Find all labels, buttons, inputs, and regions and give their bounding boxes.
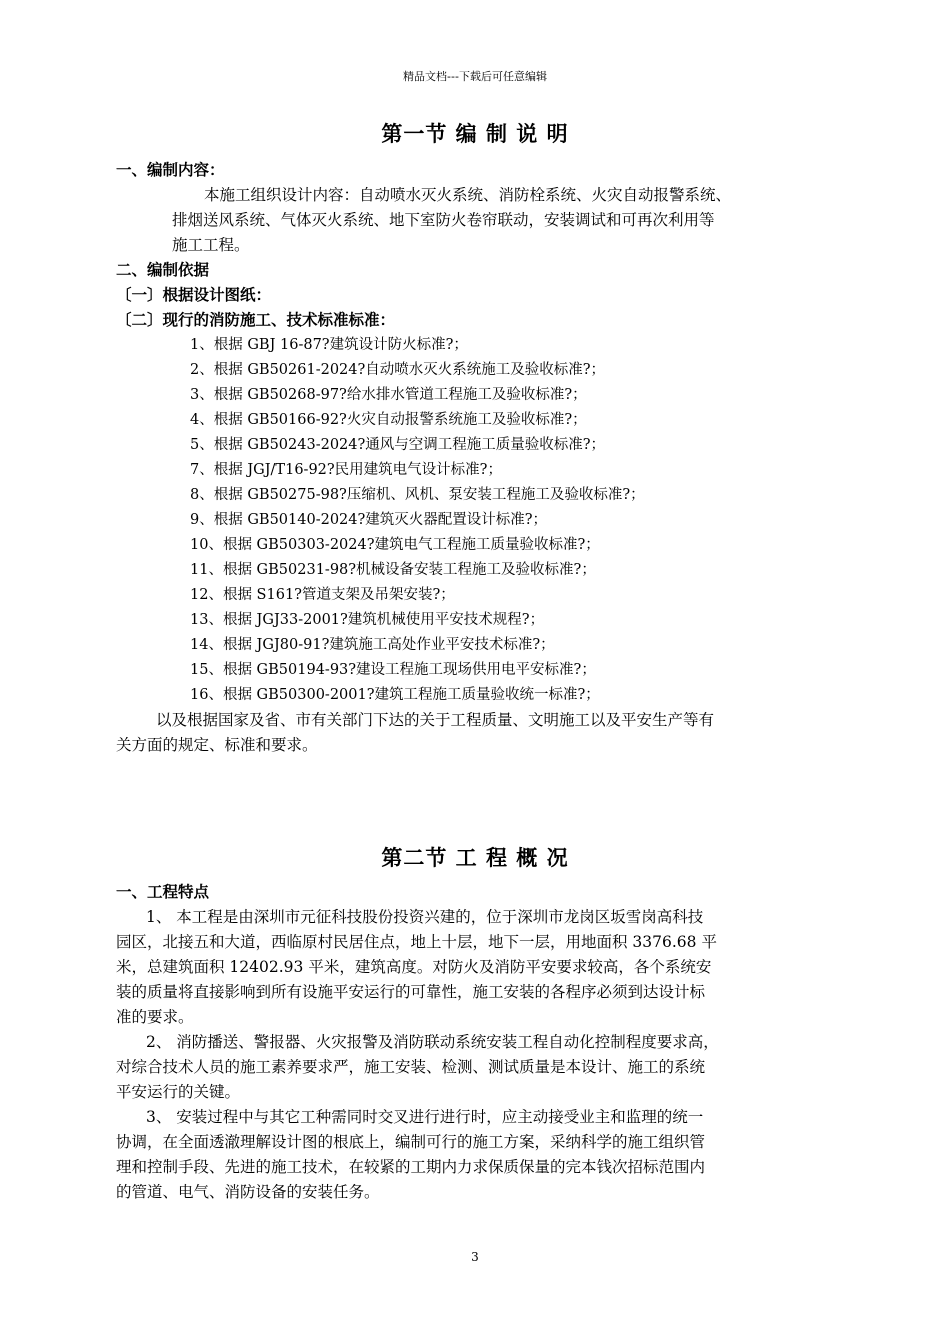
paragraph-line: 理和控制手段、先进的施工技术，在较紧的工期内力求保质保量的完本钱次招标范围内 <box>116 1158 706 1176</box>
paragraph-line: 排烟送风系统、气体灭火系统、地下室防火卷帘联动，安装调试和可再次利用等 <box>172 211 715 229</box>
subheading-drawings: 〔一〕根据设计图纸： <box>116 286 272 304</box>
standard-item: 12、根据 S161?管道支架及吊架安装?； <box>190 587 455 603</box>
heading-basis: 二、编制依据 <box>116 261 210 279</box>
paragraph-line: 协调，在全面透澈理解设计图的根底上，编制可行的施工方案，采纳科学的施工组织管 <box>116 1133 706 1151</box>
standard-item: 15、根据 GB50194-93?建设工程施工现场供用电平安标准?； <box>190 662 596 678</box>
paragraph-line: 以及根据国家及省、市有关部门下达的关于工程质量、文明施工以及平安生产等有 <box>156 711 715 729</box>
standard-item: 3、根据 GB50268-97?给水排水管道工程施工及验收标准?； <box>190 387 587 403</box>
section1-title: 第一节 编 制 说 明 <box>381 122 569 146</box>
heading-content: 一、编制内容： <box>116 161 225 179</box>
paragraph-line: 平安运行的关键。 <box>116 1083 241 1101</box>
paragraph-line: 本施工组织设计内容：自动喷水灭火系统、消防栓系统、火灾自动报警系统、 <box>204 186 732 204</box>
section2-title: 第二节 工 程 概 况 <box>381 846 569 870</box>
paragraph-line: 2、 消防播送、警报器、火灾报警及消防联动系统安装工程自动化控制程度要求高， <box>146 1033 719 1051</box>
standard-item: 5、根据 GB50243-2024?通风与空调工程施工质量验收标准?； <box>190 437 606 453</box>
paragraph-line: 的管道、电气、消防设备的安装任务。 <box>116 1183 380 1201</box>
heading-features: 一、工程特点 <box>116 883 210 901</box>
standard-item: 2、根据 GB50261-2024?自动喷水灭火系统施工及验收标准?； <box>190 362 606 378</box>
paragraph-line: 施工工程。 <box>172 236 250 254</box>
standard-item: 7、根据 JGJ/T16-92?民用建筑电气设计标准?； <box>190 462 502 478</box>
standard-item: 9、根据 GB50140-2024?建筑灭火器配置设计标准?； <box>190 512 548 528</box>
standard-item: 16、根据 GB50300-2001?建筑工程施工质量验收统一标准?； <box>190 687 600 703</box>
subheading-standards: 〔二〕现行的消防施工、技术标准标准： <box>116 311 396 329</box>
standard-item: 13、根据 JGJ33-2001?建筑机械使用平安技术规程?； <box>190 612 545 628</box>
paragraph-line: 装的质量将直接影响到所有设施平安运行的可靠性，施工安装的各程序必须到达设计标 <box>116 983 706 1001</box>
page-number: 3 <box>471 1250 479 1264</box>
standard-item: 10、根据 GB50303-2024?建筑电气工程施工质量验收标准?； <box>190 537 600 553</box>
paragraph-line: 准的要求。 <box>116 1008 194 1026</box>
standard-item: 8、根据 GB50275-98?压缩机、风机、泵安装工程施工及验收标准?； <box>190 487 645 503</box>
paragraph-line: 关方面的规定、标准和要求。 <box>116 736 318 754</box>
paragraph-line: 1、 本工程是由深圳市元征科技股份投资兴建的，位于深圳市龙岗区坂雪岗高科技 <box>146 908 704 926</box>
header-note: 精品文档---下载后可任意编辑 <box>403 70 547 83</box>
paragraph-line: 3、 安装过程中与其它工种需同时交叉进行进行时，应主动接受业主和监理的统一 <box>146 1108 704 1126</box>
standard-item: 11、根据 GB50231-98?机械设备安装工程施工及验收标准?； <box>190 562 596 578</box>
paragraph-line: 米，总建筑面积 12402.93 平米，建筑高度。对防火及消防平安要求较高，各个系统安 <box>116 958 712 976</box>
paragraph-line: 对综合技术人员的施工素养要求严，施工安装、检测、测试质量是本设计、施工的系统 <box>116 1058 706 1076</box>
standard-item: 1、根据 GBJ 16-87?建筑设计防火标准?； <box>190 337 468 353</box>
paragraph-line: 园区，北接五和大道，西临原村民居住点，地上十层，地下一层，用地面积 3376.68 平 <box>116 933 717 951</box>
standard-item: 14、根据 JGJ80-91?建筑施工高处作业平安技术标准?； <box>190 637 555 653</box>
standard-item: 4、根据 GB50166-92?火灾自动报警系统施工及验收标准?； <box>190 412 587 428</box>
